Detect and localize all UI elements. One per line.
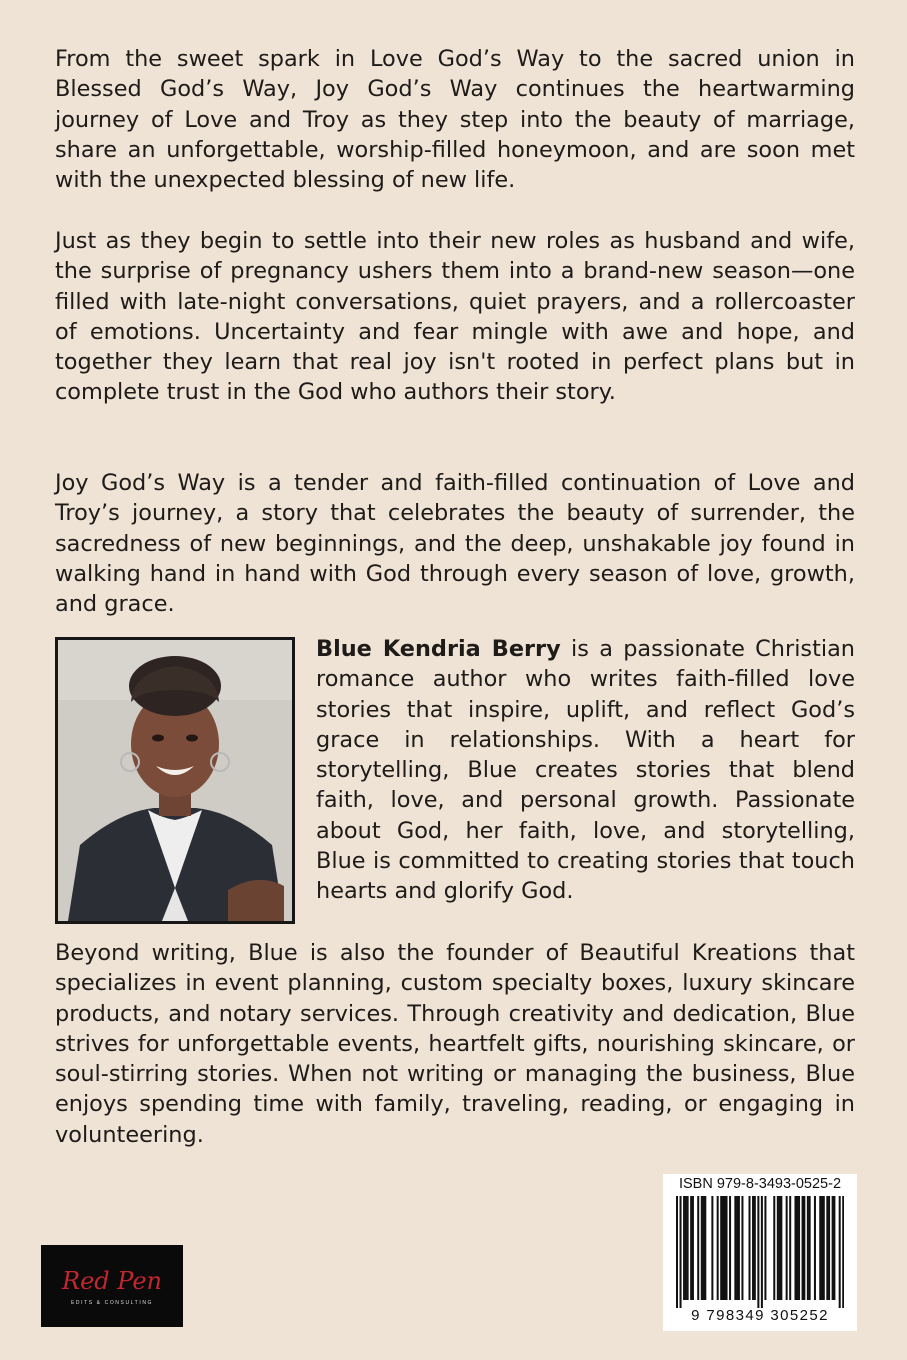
barcode-bar [717,1196,719,1300]
isbn-label: ISBN 979-8-3493-0525-2 [678,1176,842,1192]
barcode-bar [821,1196,823,1300]
barcode-bar [738,1196,740,1300]
barcode-bar [692,1196,694,1300]
barcode-bar [726,1196,728,1300]
barcode-bar [802,1196,804,1300]
barcode-bar [814,1196,816,1300]
author-bio-text: is a passionate Christian romance author who writes faith-filled love stories that inspire, uplift, and reflect God’s grace in relationships. With a heart for storytelling, Blue creates stories that blend faith, love, and personal growth. Passionate about God, her faith, love, and storytelling, Blue is committed to creating stories that touch hearts and glorify God. [316,636,855,905]
barcode-bar [711,1196,713,1300]
barcode-bar [704,1196,706,1300]
barcode-bar [701,1196,703,1300]
barcode-bar [798,1196,800,1300]
barcode-bar [676,1196,678,1308]
barcode-bar [803,1196,805,1300]
barcode-bar [839,1196,841,1308]
publisher-logo-subtitle: EDITS & CONSULTING [70,1300,154,1306]
barcode-bar [764,1196,766,1300]
barcode-bar [761,1196,763,1308]
barcode-bar [690,1196,692,1300]
barcode-bar [754,1196,756,1300]
barcode-bars [676,1196,844,1308]
author-name: Blue Kendria Berry [316,636,561,662]
barcode-bar [842,1196,844,1308]
barcode-bar [789,1196,791,1300]
author-bio [316,634,855,907]
barcode-bar [736,1196,738,1300]
barcode-bar [779,1196,781,1300]
barcode-bar [828,1196,830,1300]
barcode-bar [794,1196,796,1300]
description-paragraph-2: Just as they begin to settle into their new roles as husband and wife, the surprise of pregnancy ushers them into a brand-new season—one filled with late-night conversations, quiet prayers, and a rollercoaster of emotions. Uncertainty and fear mingle with awe and hope, and together they learn that real joy isn't rooted in perfect plans but in complete trust in the God who authors their story. [55,228,855,406]
ean-digits: 9 798349 305252 [691,1307,829,1324]
description-paragraph-1: From the sweet spark in Love God’s Way to the sacred union in Blessed God’s Way, Joy God’s Way continues the heartwarming journey of Love and Troy as they step into the beauty of marriage, share an unforgettable, worship-filled honeymoon, and are soon met with the unexpected blessing of new life. [55,46,855,194]
publisher-logo [41,1245,183,1327]
author-bio-continued: Beyond writing, Blue is also the founder of Beautiful Kreations that specializes in event planning, custom specialty boxes, luxury skincare products, and notary services. Through creativity and dedication, Blue strives for unforgettable events, heartfelt gifts, nourishing skincare, or soul-stirring stories. When not writing or managing the business, Blue enjoys spending time with family, traveling, reading, or engaging in volunteering. [55,940,855,1148]
barcode-bar [683,1196,685,1300]
barcode-bar [703,1196,705,1300]
isbn-barcode [663,1174,857,1331]
barcode-bar [697,1196,699,1300]
barcode-bar [741,1196,743,1300]
barcode-bar [777,1196,779,1300]
barcode-bar [757,1196,759,1308]
barcode-bar [687,1196,689,1300]
barcode-bar [680,1196,682,1308]
description-paragraph-3: Joy God’s Way is a tender and faith-filled continuation of Love and Troy’s journey, a story that celebrates the beauty of surrender, the sacredness of new beginnings, and the deep, unshakable joy found in walking hand in hand with God through every season of love, growth, and grace. [55,470,855,618]
barcode-bar [786,1196,788,1300]
publisher-logo-text: Red Pen [62,1267,162,1295]
barcode-bar [685,1196,687,1300]
barcode-bar [809,1196,811,1300]
barcode-bar [807,1196,809,1300]
barcode-bar [819,1196,821,1300]
barcode-bar [826,1196,828,1300]
barcode-bar [724,1196,726,1300]
barcode-bar [833,1196,835,1300]
barcode-bar [780,1196,782,1300]
barcode-bar [773,1196,775,1300]
barcode-bar [722,1196,724,1300]
barcode-bar [832,1196,834,1300]
barcode-bar [749,1196,751,1300]
barcode-bar [720,1196,722,1300]
barcode-bar [796,1196,798,1300]
author-photo [55,637,295,924]
barcode-bar [729,1196,731,1300]
barcode-bar [823,1196,825,1300]
barcode-bar [734,1196,736,1300]
barcode-bar [752,1196,754,1300]
